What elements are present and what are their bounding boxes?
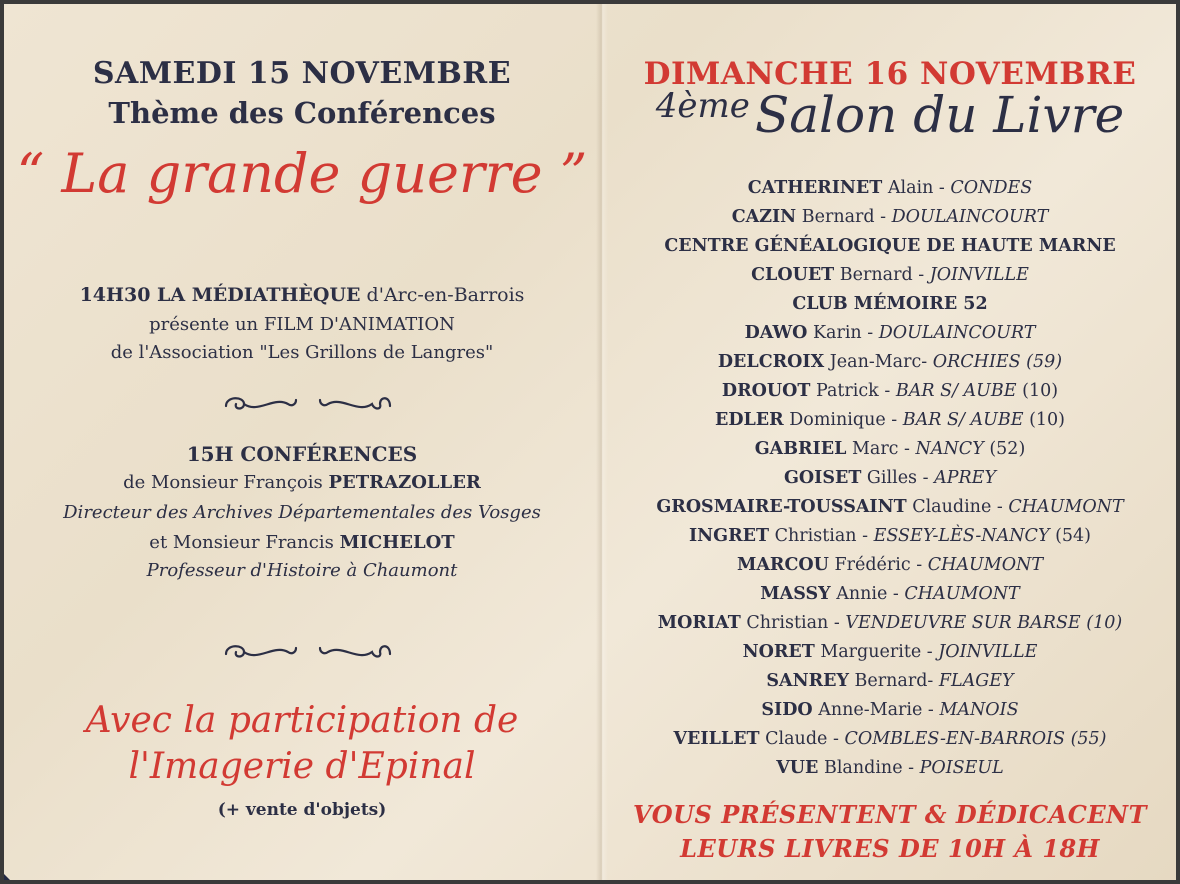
speaker1-name: PETRAZOLLER (328, 472, 481, 493)
speaker2-name: MICHELOT (339, 532, 455, 553)
author-place: CHAUMONT (904, 584, 1020, 604)
author-name: DAWO (744, 323, 808, 343)
author-firstname: Christian - (746, 613, 840, 633)
author-row (604, 729, 1176, 749)
author-name: GABRIEL (754, 439, 847, 459)
event1-place: d'Arc-en-Barrois (366, 284, 525, 306)
author-firstname: Bernard- (854, 671, 934, 691)
author-row (604, 352, 1176, 372)
author-row (604, 497, 1176, 517)
event1-line3: de l'Association "Les Grillons de Langres" (110, 342, 494, 363)
participation-line1: Avec la participation de (85, 700, 519, 741)
author-row (604, 265, 1176, 285)
author-row (604, 178, 1176, 198)
edition-label: 4ème (655, 86, 750, 126)
author-row (604, 439, 1176, 459)
speaker1-prefix: de Monsieur François (123, 472, 323, 493)
author-firstname: Bernard - (801, 207, 887, 227)
author-name: CLUB MÉMOIRE 52 (792, 294, 988, 314)
speaker2-prefix: et Monsieur Francis (149, 532, 334, 553)
footer-line1: VOUS PRÉSENTENT & DÉDICACENT (633, 800, 1147, 829)
speaker2-line (4, 532, 600, 553)
author-name: SANREY (766, 671, 849, 691)
left-panel (4, 4, 600, 880)
author-firstname: Alain - (887, 178, 945, 198)
author-place: NANCY (915, 439, 984, 459)
saturday-date-heading: SAMEDI 15 NOVEMBRE (92, 56, 512, 91)
author-firstname: Patrick - (815, 381, 891, 401)
author-row (604, 381, 1176, 401)
event1-time-venue: 14H30 LA MÉDIATHÈQUE (79, 284, 361, 306)
flourish-ornament-icon (218, 638, 398, 666)
author-place: JOINVILLE (938, 642, 1038, 662)
author-firstname: Marguerite - (820, 642, 933, 662)
author-firstname: Annie - (836, 584, 899, 604)
author-name: MASSY (760, 584, 831, 604)
author-name: CENTRE GÉNÉALOGIQUE DE HAUTE MARNE (664, 236, 1116, 256)
footer-line2: LEURS LIVRES DE 10H À 18H (680, 834, 1100, 863)
author-name: INGRET (688, 526, 770, 546)
author-place: JOINVILLE (929, 265, 1029, 285)
author-row (604, 468, 1176, 488)
author-place: COMBLES-EN-BARROIS (55) (844, 729, 1107, 749)
brochure-sheet (4, 4, 1176, 880)
author-firstname: Karin - (812, 323, 874, 343)
author-firstname: Blandine - (823, 758, 915, 778)
author-place: CHAUMONT (1008, 497, 1124, 517)
author-name: MORIAT (657, 613, 741, 633)
speaker1-role: Directeur des Archives Départementales des Vosges (63, 502, 541, 523)
author-dept: (10) (1029, 410, 1066, 430)
event2-title (4, 442, 600, 466)
author-place: VENDEUVRE SUR BARSE (10) (845, 613, 1123, 633)
author-row (604, 236, 1176, 256)
author-place: APREY (934, 468, 997, 488)
participation-line2: l'Imagerie d'Epinal (128, 746, 476, 787)
author-firstname: Gilles - (866, 468, 929, 488)
event1-heading (4, 284, 600, 306)
author-firstname: Claudine - (912, 497, 1003, 517)
author-dept: (54) (1055, 526, 1092, 546)
speaker1-line (4, 472, 600, 493)
author-name: DROUOT (721, 381, 811, 401)
author-row (604, 207, 1176, 227)
author-name: CATHERINET (747, 178, 883, 198)
author-row (604, 526, 1176, 546)
author-name: EDLER (714, 410, 784, 430)
author-firstname: Anne-Marie - (818, 700, 934, 720)
author-row (604, 613, 1176, 633)
salon-title (604, 86, 1176, 144)
event1-line2: présente un FILM D'ANIMATION (149, 314, 455, 335)
author-name: GROSMAIRE-TOUSSAINT (656, 497, 907, 517)
author-row (604, 410, 1176, 430)
author-row (604, 584, 1176, 604)
author-row (604, 294, 1176, 314)
author-name: VUE (776, 758, 819, 778)
author-place: CONDES (950, 178, 1033, 198)
author-name: VEILLET (673, 729, 760, 749)
author-place: BAR S/ AUBE (902, 410, 1024, 430)
event2-title-text: 15H CONFÉRENCES (186, 442, 418, 466)
theme-title: “ La grande guerre ” (16, 142, 588, 205)
author-place: DOULAINCOURT (891, 207, 1049, 227)
author-firstname: Jean-Marc- (829, 352, 928, 372)
theme-label: Thème des Conférences (108, 96, 496, 130)
author-dept: (10) (1022, 381, 1059, 401)
author-firstname: Claude - (765, 729, 839, 749)
author-name: NORET (742, 642, 815, 662)
author-name: GOISET (783, 468, 862, 488)
author-place: ESSEY-LÈS-NANCY (873, 526, 1050, 546)
author-dept: (52) (989, 439, 1026, 459)
author-name: MARCOU (736, 555, 829, 575)
author-place: BAR S/ AUBE (895, 381, 1017, 401)
author-firstname: Frédéric - (834, 555, 923, 575)
flag-stripe-red (4, 816, 76, 880)
author-firstname: Bernard - (839, 265, 925, 285)
author-row (604, 642, 1176, 662)
speaker2-role: Professeur d'Histoire à Chaumont (146, 560, 458, 581)
author-place: FLAGEY (938, 671, 1014, 691)
author-place: MANOIS (939, 700, 1019, 720)
author-row (604, 555, 1176, 575)
author-name: CAZIN (731, 207, 797, 227)
author-row (604, 700, 1176, 720)
author-place: DOULAINCOURT (878, 323, 1036, 343)
author-firstname: Dominique - (789, 410, 898, 430)
author-firstname: Marc - (851, 439, 910, 459)
author-place: ORCHIES (59) (932, 352, 1063, 372)
author-row (604, 758, 1176, 778)
author-row (604, 671, 1176, 691)
author-place: CHAUMONT (927, 555, 1044, 575)
author-name: CLOUET (751, 265, 835, 285)
author-place: POISEUL (919, 758, 1004, 778)
author-firstname: Christian - (774, 526, 869, 546)
right-panel (604, 4, 1176, 880)
flourish-ornament-icon (218, 390, 398, 418)
sale-note: (+ vente d'objets) (217, 800, 387, 820)
author-name: DELCROIX (717, 352, 825, 372)
author-name: SIDO (761, 700, 813, 720)
sunday-date-heading: DIMANCHE 16 NOVEMBRE (643, 56, 1137, 92)
salon-name: Salon du Livre (754, 86, 1125, 144)
author-row (604, 323, 1176, 343)
